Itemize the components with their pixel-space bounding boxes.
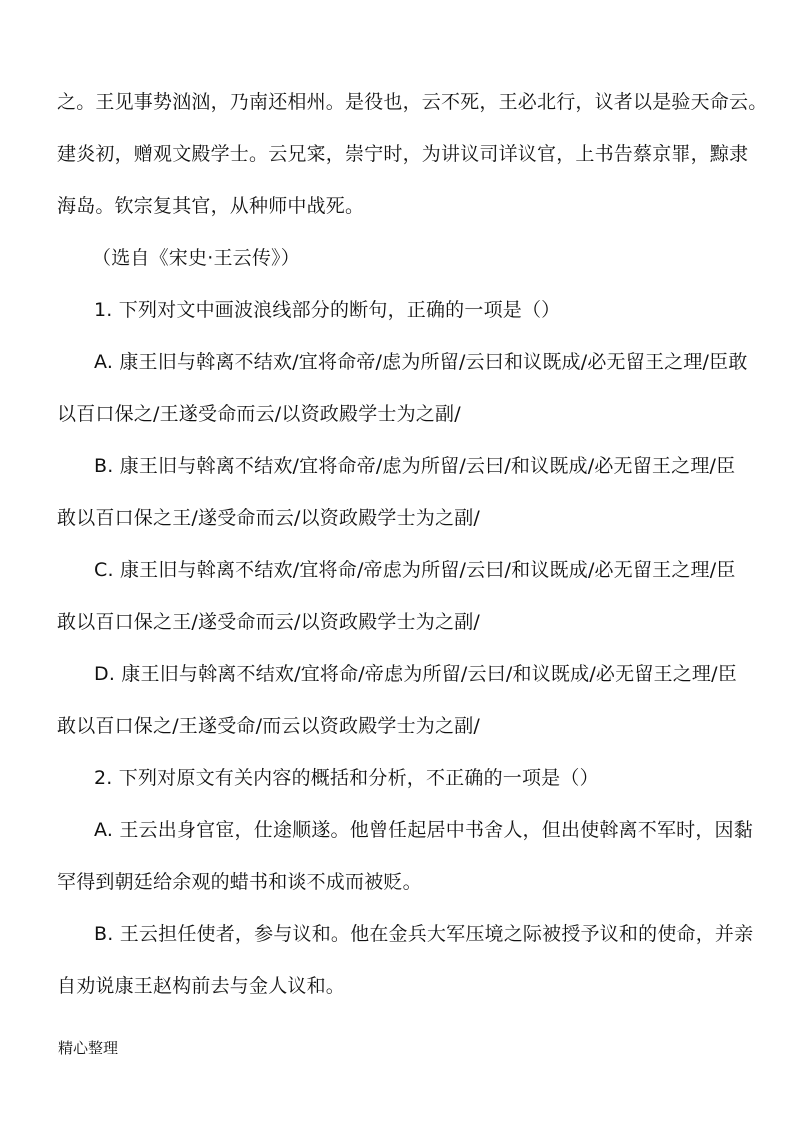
passage-line: 建炎初，赠观文殿学士。云兄寀，崇宁时，为讲议司详议官，上书告蔡京罪，黥隶 [57,143,749,165]
option-a-line1: A. 王云出身官宦，仕途顺遂。他曾任起居中书舍人，但出使斡离不军时，因黏 [94,819,753,841]
option-b-line2: 敢以百口保之王/遂受命而云/以资政殿学士为之副/ [57,507,481,529]
passage-line: 之。王见事势汹汹，乃南还相州。是役也，云不死，王必北行，议者以是验天命云。 [57,91,768,113]
question-stem: 2. 下列对原文有关内容的概括和分析，不正确的一项是（） [94,767,599,789]
option-b-line2: 自劝说康王赵构前去与金人议和。 [57,975,346,997]
option-c-line1: C. 康王旧与斡离不结欢/宜将命/帝虑为所留/云曰/和议既成/必无留王之理/臣 [94,559,736,581]
option-a-line2: 以百口保之/王遂受命而云/以资政殿学士为之副/ [57,403,461,425]
option-b-line1: B. 康王旧与斡离不结欢/宜将命帝/虑为所留/云曰/和议既成/必无留王之理/臣 [94,455,736,477]
footer-text: 精心整理 [58,1039,119,1057]
option-c-line2: 敢以百口保之王/遂受命而云/以资政殿学士为之副/ [57,611,481,633]
passage-line: 海岛。钦宗复其官，从种师中战死。 [57,195,365,217]
source-citation: （选自《宋史·王云传》） [92,247,300,269]
option-a-line2: 罕得到朝廷给余观的蜡书和谈不成而被贬。 [57,871,422,893]
option-d-line2: 敢以百口保之/王遂受命/而云以资政殿学士为之副/ [57,715,481,737]
option-d-line1: D. 康王旧与斡离不结欢/宜将命/帝虑为所留/云曰/和议既成/必无留王之理/臣 [94,663,737,685]
option-b-line1: B. 王云担任使者，参与议和。他在金兵大军压境之际被授予议和的使命，并亲 [94,923,754,945]
option-a-line1: A. 康王旧与斡离不结欢/宜将命帝/虑为所留/云曰和议既成/必无留王之理/臣敢 [94,351,748,373]
question-stem: 1. 下列对文中画波浪线部分的断句，正确的一项是（） [94,299,561,321]
